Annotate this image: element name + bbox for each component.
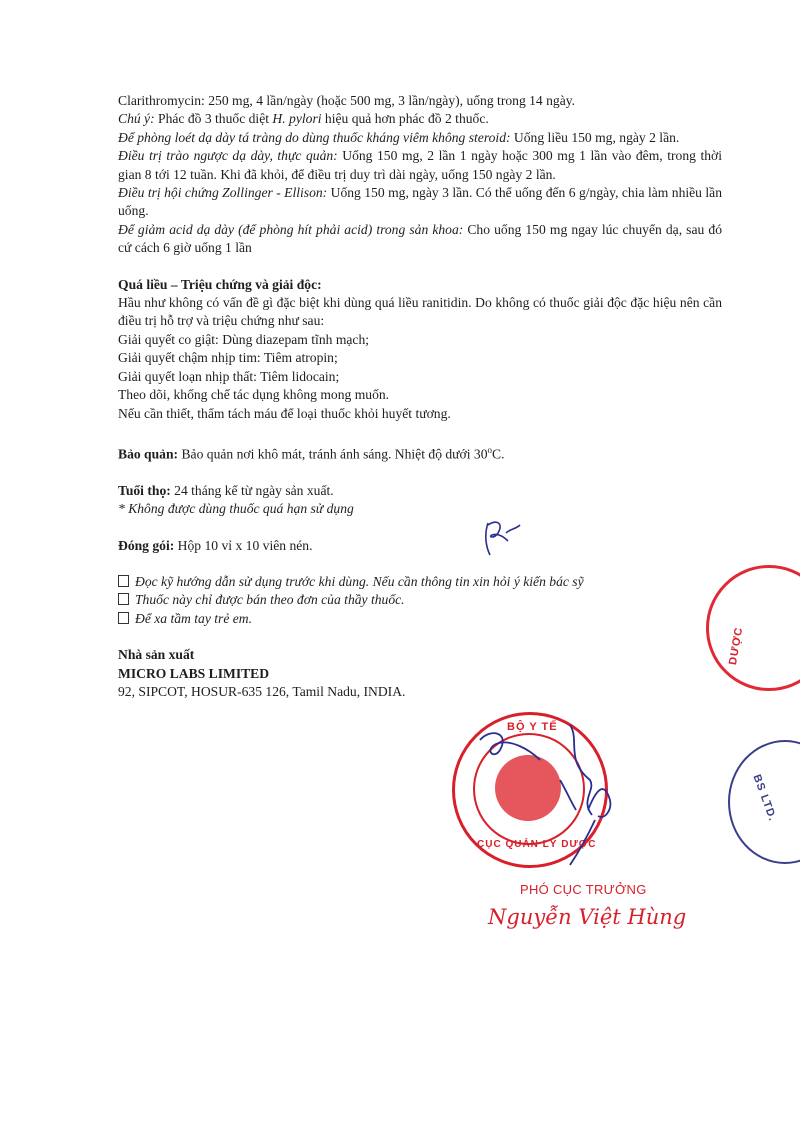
zollinger-label: Điều trị hội chứng Zollinger - Ellison: — [118, 185, 328, 201]
overdose-item: Nếu cần thiết, thẩm tách máu để loại thuốc khỏi huyết tương. — [118, 405, 451, 421]
signatory-title: PHÓ CỤC TRƯỞNG — [520, 882, 647, 897]
storage-label: Bảo quản: — [118, 446, 179, 462]
checkbox-icon — [118, 593, 129, 605]
overdose-item: Giải quyết loạn nhịp thất: Tiêm lidocain; — [118, 368, 340, 384]
checkbox-icon — [118, 612, 129, 624]
note-label: Chú ý: — [118, 111, 155, 127]
overdose-item: Theo dõi, khống chế tác dụng không mong muốn. — [118, 387, 390, 403]
warning-item — [118, 573, 722, 591]
overdose-intro: Hầu như không có vấn đề gì đặc biệt khi dùng quá liều ranitidin. Do không có thuốc giải độc đặc hiệu nên cần điều trị hỗ trợ và triệu chứng như sau: — [118, 295, 722, 329]
warning-text: Để xa tầm tay trẻ em. — [135, 610, 253, 626]
ulcer-text: Uống liều 150 mg, ngày 2 lần. — [510, 129, 680, 145]
dosage-acid — [118, 221, 722, 258]
dosage-clarithromycin: Clarithromycin: 250 mg, 4 lần/ngày (hoặc 500 mg, 3 lần/ngày), uống trong 14 ngày. — [118, 93, 576, 108]
handwritten-signature-icon — [470, 720, 620, 870]
warning-text: Thuốc này chỉ được bán theo đơn của thầy thuốc. — [135, 592, 405, 608]
packaging-text: Hộp 10 vỉ x 10 viên nén. — [174, 537, 313, 553]
dosage-ulcer — [118, 129, 722, 147]
manufacturer-label: Nhà sản xuất — [118, 647, 195, 663]
stamp-right-text: DƯỢC — [726, 626, 746, 666]
manufacturer-address: 92, SIPCOT, HOSUR-635 126, Tamil Nadu, INDIA. — [118, 684, 406, 700]
company-stamp — [728, 740, 800, 864]
dosage-note — [118, 110, 722, 128]
ulcer-label: Để phòng loét dạ dày tá tràng do dùng thuốc kháng viêm không steroid: — [118, 129, 511, 145]
storage — [118, 441, 722, 464]
shelf-life-label: Tuổi thọ: — [118, 482, 171, 498]
warning-item — [118, 591, 722, 609]
company-stamp-text: BS LTD. — [750, 772, 779, 824]
note-text-a: Phác đồ 3 thuốc diệt — [154, 111, 273, 127]
document-body — [118, 92, 722, 702]
storage-text-b: C. — [492, 446, 505, 462]
storage-degree: o — [487, 444, 493, 455]
note-text-b: hiệu quả hơn phác đồ 2 thuốc. — [321, 111, 489, 127]
reflux-label: Điều trị trào ngược dạ dày, thực quản: — [118, 148, 338, 164]
zollinger-text: Uống 150 mg, ngày 3 lần. Có thể uống đến 6 g/ngày, chia làm nhiều lần uống. — [118, 185, 722, 219]
warning-text: Đọc kỹ hướng dẫn sử dụng trước khi dùng. Nếu cần thông tin xin hỏi ý kiến bác sỹ — [135, 574, 584, 590]
overdose-item: Giải quyết chậm nhịp tim: Tiêm atropin; — [118, 350, 338, 366]
signatory-name: Nguyễn Việt Hùng — [488, 905, 687, 929]
warning-item — [118, 610, 722, 628]
overdose-item: Giải quyết co giật: Dùng diazepam tĩnh mạch; — [118, 331, 370, 347]
initials-signature-icon — [478, 515, 528, 560]
overdose-heading: Quá liều – Triệu chứng và giải độc: — [118, 276, 322, 292]
acid-text: Cho uống 150 mg ngay lúc chuyển dạ, sau đó cứ cách 6 giờ uống 1 lần — [118, 221, 722, 256]
shelf-life-text: 24 tháng kể từ ngày sản xuất. — [170, 482, 334, 498]
note-pylori: H. pylori — [272, 111, 322, 127]
packaging-label: Đóng gói: — [118, 537, 175, 553]
reflux-text: Uống 150 mg, 2 lần 1 ngày hoặc 300 mg 1 lần vào đêm, trong thời gian 8 tới 12 tuần. Khi đã khỏi, để điều trị duy trì dài ngày, uống 150 ngày 2 lần. — [118, 148, 723, 182]
checkbox-icon — [118, 575, 129, 587]
manufacturer-name: MICRO LABS LIMITED — [118, 665, 270, 681]
shelf-life — [118, 482, 722, 500]
stamp-bottom-text: CỤC QUẢN LÝ DƯỢC — [477, 839, 597, 850]
packaging — [118, 537, 722, 555]
acid-label: Để giảm acid dạ dày (để phòng hít phải acid) trong sản khoa: — [118, 221, 464, 237]
dosage-reflux — [118, 147, 722, 184]
stamp-top-text: BỘ Y TẾ — [507, 721, 558, 733]
storage-text-a: Bảo quản nơi khô mát, tránh ánh sáng. Nhiệt độ dưới 30 — [178, 446, 488, 462]
dosage-zollinger — [118, 184, 722, 221]
shelf-life-warning: * Không được dùng thuốc quá hạn sử dụng — [118, 501, 354, 517]
